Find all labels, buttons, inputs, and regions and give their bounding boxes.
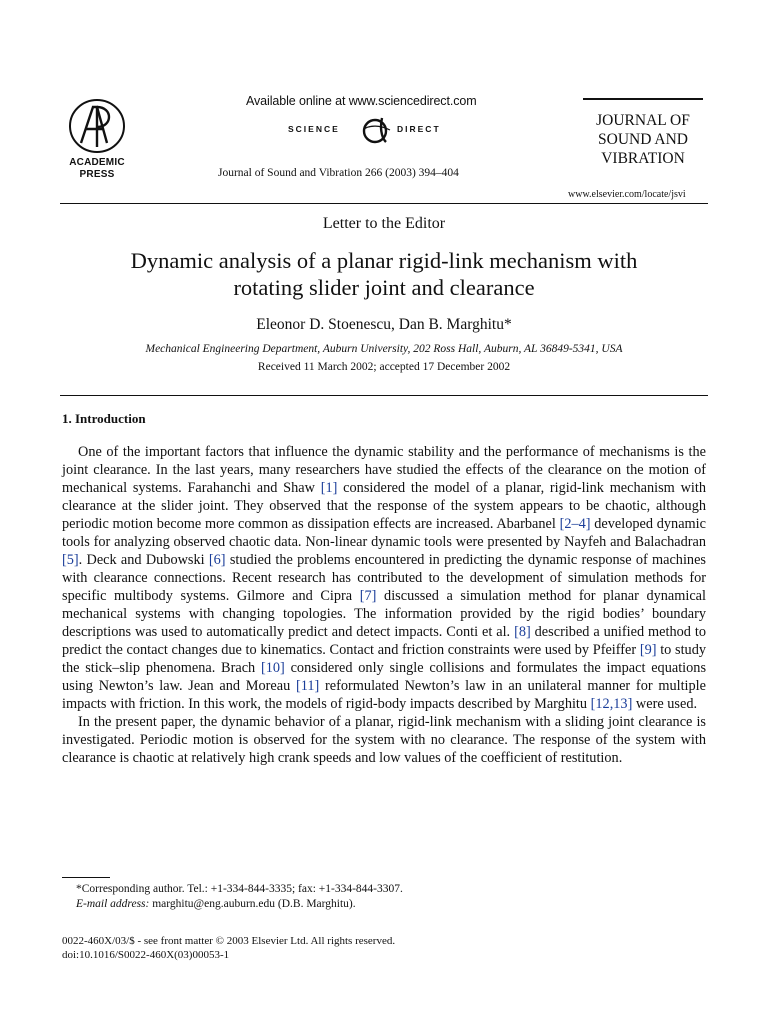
paragraph-text: . Deck and Dubowski [78, 552, 209, 568]
corresponding-author-note: *Corresponding author. Tel.: +1-334-844-3335; fax: +1-334-844-3307. [76, 883, 403, 895]
introduction-paragraph-1 [62, 443, 706, 713]
introduction-body [62, 443, 706, 767]
citation-link[interactable]: [2–4] [559, 516, 591, 532]
article-authors: Eleonor D. Stoenescu, Dan B. Marghitu* [256, 316, 512, 333]
paragraph-text: considered the model of a planar, rigid-link mechanism with clearance at the slider joint. They observed that the response of the system appears to be chaotic, although periodic motion become more common as dissipation effects are increased. Abarbanel [62, 480, 706, 532]
paragraph-text: developed dynamic tools for analyzing observed chaotic data. Non-linear dynamic tools were presented by Nayfeh and Balachadran [62, 516, 706, 550]
footnote [76, 882, 403, 912]
paragraph-text: discussed a simulation method for planar dynamical mechanical systems with changing topologies. The information provided by the rigid bodies’ boundary descriptions was used to automatically predict and detect impacts. Conti et al. [62, 588, 706, 640]
received-dates: Received 11 March 2002; accepted 17 December 2002 [257, 361, 511, 373]
paragraph-text: studied the problems encountered in predicting the dynamic response of machines with clearance connections. Recent research has contributed to the development of simulation methods for specific multibody systems. Gilmore and Cipra [62, 552, 706, 604]
paragraph-text: were used. [632, 696, 698, 712]
sciencedirect-d-icon [360, 115, 394, 145]
article-type: Letter to the Editor [322, 215, 446, 232]
introduction-paragraph-2: In the present paper, the dynamic behavior of a planar, rigid-link mechanism with a sliding joint clearance is investigated. Periodic motion is observed for the system with no clearance. The response of the system with clearance is chaotic at relatively high crank speeds and low values of the coefficient of restitution. [62, 714, 706, 766]
citation-link[interactable]: [8] [514, 624, 531, 640]
paragraph-text: considered only single collisions and formulates the impact equations using Newton’s law. Jean and Moreau [62, 660, 707, 694]
journal-name: JOURNAL OF SOUND AND VIBRATION [583, 98, 703, 168]
citation-link[interactable]: [11] [296, 678, 320, 694]
article-title: Dynamic analysis of a planar rigid-link mechanism with rotating slider joint and clearance [130, 248, 638, 300]
available-online-link[interactable]: Available online at www.sciencedirect.com [246, 94, 477, 108]
journal-url-link[interactable]: www.elsevier.com/locate/jsvi [568, 189, 686, 200]
author-affiliation: Mechanical Engineering Department, Auburn University, 202 Ross Hall, Auburn, AL 36849-5341, USA [145, 343, 623, 355]
paragraph-text: described a unified method to predict the contact changes due to kinematics. Contact and friction constraints were used by Pfeiffer [62, 624, 706, 658]
citation-link[interactable]: [10] [260, 660, 285, 676]
citation-link[interactable]: [9] [639, 642, 657, 658]
doi-line: doi:10.1016/S0022-460X(03)00053-1 [62, 949, 230, 961]
paragraph-text: One of the important factors that influence the dynamic stability and the performance of mechanisms is the joint clearance. In the last years, many researchers have studied the effects of the clearance on the motion of mechanical systems. Farahanchi and Shaw [62, 444, 706, 496]
copyright-line: 0022-460X/03/$ - see front matter © 2003 Elsevier Ltd. All rights reserved. [62, 935, 396, 947]
journal-reference: Journal of Sound and Vibration 266 (2003) 394–404 [218, 167, 459, 179]
copyright-footer [62, 934, 395, 962]
citation-link[interactable]: [1] [320, 480, 338, 496]
publisher-logo [62, 97, 132, 181]
citation-link[interactable]: [12,13] [590, 696, 633, 712]
paragraph-text: reformulated Newton’s law in an unilateral manner for multiple impacts with friction. In this work, the models of rigid-body impacts described by Marghitu [62, 678, 706, 712]
footnote-rule [62, 877, 110, 878]
paragraph-text: to study the stick–slip phenomena. Brach [62, 642, 706, 676]
citation-link[interactable]: [5] [62, 552, 79, 568]
header-divider [60, 203, 708, 204]
sciencedirect-left-text: SCIENCE [288, 124, 340, 134]
section-heading-introduction: 1. Introduction [62, 411, 146, 426]
email-note: E-mail address: marghitu@eng.auburn.edu (D.B. Marghitu). [76, 898, 356, 910]
title-divider [60, 395, 708, 396]
citation-link[interactable]: [6] [208, 552, 226, 568]
academic-press-logo-icon [67, 97, 127, 155]
publisher-name: ACADEMIC PRESS [69, 157, 125, 180]
sciencedirect-logo [288, 115, 463, 145]
email-link[interactable]: marghitu@eng.auburn.edu (D.B. Marghitu). [149, 898, 356, 910]
citation-link[interactable]: [7] [359, 588, 377, 604]
sciencedirect-right-text: DIRECT [397, 124, 441, 134]
